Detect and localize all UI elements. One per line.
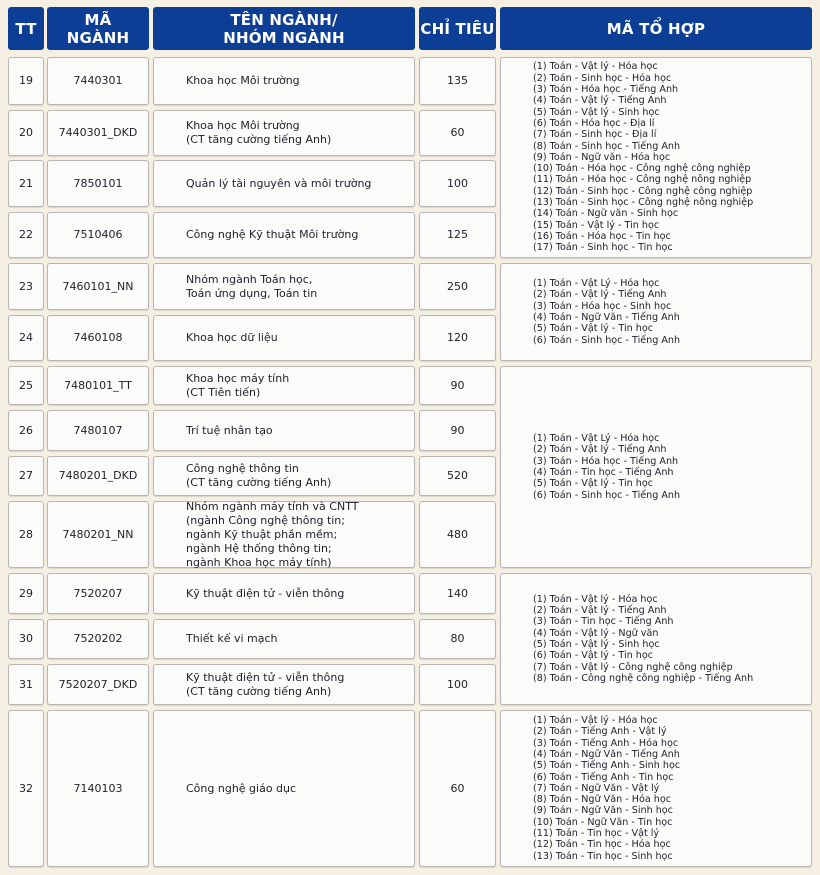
cell-ma-to-hop <box>500 366 812 568</box>
subject-combination: (8) Toán - Ngữ Văn - Hóa học <box>533 794 671 806</box>
row-number: 20 <box>19 126 33 139</box>
subject-combination: (3) Toán - Hóa học - Sinh học <box>533 300 672 312</box>
subject-combination: (7) Toán - Sinh học - Địa lí <box>533 129 657 141</box>
row-number: 27 <box>19 469 33 482</box>
subject-combination: (5) Toán - Vật lý - Sinh học <box>533 639 660 650</box>
major-name-line: (CT Tiên tiến) <box>186 385 261 399</box>
subject-combination: (11) Toán - Tin học - Vật lý <box>533 828 660 840</box>
subject-combination: (5) Toán - Vật lý - Tin học <box>533 323 654 335</box>
row-number: 24 <box>19 331 33 344</box>
major-name-line: Khoa học máy tính <box>186 371 290 385</box>
subject-combination: (3) Toán - Hóa học - Tiếng Anh <box>533 455 679 467</box>
subject-combination: (8) Toán - Sinh học - Tiếng Anh <box>533 140 681 152</box>
cell-ma-to-hop <box>500 710 812 867</box>
cell-tt <box>8 501 44 568</box>
cell-tt <box>8 664 44 705</box>
cell-chi-tieu <box>419 57 496 105</box>
major-name-line: Công nghệ thông tin <box>186 462 299 475</box>
subject-combination: (16) Toán - Hóa học - Tin học <box>533 230 671 242</box>
subject-combination: (1) Toán - Vật lý - Hóa học <box>533 593 658 605</box>
subject-combination: (2) Toán - Sinh học - Hóa học <box>533 72 672 84</box>
cell-chi-tieu <box>419 664 496 705</box>
cell-ten-nganh <box>153 456 415 496</box>
row-number: 21 <box>19 176 33 190</box>
subject-combination: (8) Toán - Công nghệ công nghiệp - Tiếng Anh <box>533 672 754 684</box>
major-name-line: Quản lý tài nguyên và môi trường <box>186 176 372 190</box>
cell-chi-tieu <box>419 315 496 361</box>
subject-combination: (4) Toán - Tin học - Tiếng Anh <box>533 467 674 478</box>
row-number: 25 <box>19 378 33 392</box>
cell-ten-nganh <box>153 212 415 258</box>
major-code: 7520207_DKD <box>58 677 138 691</box>
row-number: 32 <box>19 781 33 795</box>
major-name-line: Khoa học Môi trường <box>186 74 300 87</box>
major-name-line: Kỹ thuật điện tử - viễn thông <box>186 586 345 600</box>
row-number: 22 <box>19 228 33 241</box>
row-number: 30 <box>19 632 33 645</box>
quota-value: 100 <box>447 176 468 190</box>
cell-ma-nganh <box>47 366 149 405</box>
cell-ten-nganh <box>153 410 415 451</box>
cell-ten-nganh <box>153 315 415 361</box>
quota-value: 80 <box>450 632 465 645</box>
cell-ma-nganh <box>47 110 149 156</box>
header-ma-to-hop: MÃ TỔ HỢP <box>500 7 812 50</box>
subject-combination: (11) Toán - Hóa học - Công nghệ nông nghiệp <box>533 174 752 186</box>
row-number: 23 <box>19 279 33 293</box>
major-name-line: Khoa học Môi trường <box>186 119 300 132</box>
major-code: 7460101_NN <box>62 279 134 293</box>
quota-value: 520 <box>447 469 468 482</box>
cell-chi-tieu <box>419 410 496 451</box>
quota-value: 60 <box>450 781 465 795</box>
row-number: 26 <box>19 423 33 437</box>
major-code: 7480101_TT <box>64 378 132 392</box>
header-ma-nganh: MÃ NGÀNH <box>47 7 149 50</box>
subject-combination: (1) Toán - Vật Lý - Hóa học <box>533 278 660 290</box>
subject-combination: (2) Toán - Tiếng Anh - Vật lý <box>533 726 667 738</box>
major-name-line: Nhóm ngành Toán học, <box>186 272 313 286</box>
subject-combination: (7) Toán - Vật lý - Công nghệ công nghiệp <box>533 661 733 673</box>
subject-combination: (1) Toán - Vật lý - Hóa học <box>533 715 658 727</box>
subject-combination: (9) Toán - Ngữ văn - Hóa học <box>533 151 671 163</box>
subject-combination: (6) Toán - Vật lý - Tin học <box>533 650 654 662</box>
subject-combination: (6) Toán - Sinh học - Tiếng Anh <box>533 489 681 501</box>
major-name-line: Trí tuệ nhân tạo <box>186 423 273 437</box>
subject-combination: (2) Toán - Vật lý - Tiếng Anh <box>533 605 667 617</box>
cell-tt <box>8 110 44 156</box>
cell-tt <box>8 160 44 207</box>
subject-combination: (5) Toán - Tiếng Anh - Sinh học <box>533 760 681 772</box>
major-code: 7480201_DKD <box>58 469 138 482</box>
subject-combination: (10) Toán - Ngữ Văn - Tin học <box>533 816 673 828</box>
subject-combination: (4) Toán - Vật lý - Ngữ văn <box>533 627 659 639</box>
major-code: 7480201_NN <box>62 527 134 541</box>
cell-ten-nganh <box>153 160 415 207</box>
major-code: 7850101 <box>73 176 123 190</box>
cell-chi-tieu <box>419 160 496 207</box>
cell-ma-nganh <box>47 456 149 496</box>
row-number: 28 <box>19 527 33 541</box>
subject-combination: (7) Toán - Ngữ Văn - Vật lý <box>533 782 660 794</box>
quota-value: 90 <box>450 423 465 437</box>
cell-ma-nganh <box>47 410 149 451</box>
major-code: 7440301 <box>73 74 123 87</box>
cell-ma-to-hop <box>500 573 812 705</box>
major-name-line: Thiết kế vi mạch <box>186 632 278 645</box>
cell-ma-to-hop <box>500 57 812 258</box>
cell-chi-tieu <box>419 263 496 310</box>
quota-value: 100 <box>447 677 468 691</box>
subject-combination: (3) Toán - Tiếng Anh - Hóa học <box>533 737 679 749</box>
subject-combination: (5) Toán - Vật lý - Sinh học <box>533 106 660 118</box>
cell-ten-nganh <box>153 619 415 659</box>
cell-ma-nganh <box>47 501 149 568</box>
quota-value: 90 <box>450 378 465 392</box>
cell-chi-tieu <box>419 212 496 258</box>
cell-ma-nganh <box>47 160 149 207</box>
quota-value: 250 <box>447 279 468 293</box>
subject-combination: (3) Toán - Tin học - Tiếng Anh <box>533 616 674 628</box>
major-code: 7520207 <box>73 586 123 600</box>
major-name-line: (ngành Công nghệ thông tin; <box>186 513 345 527</box>
quota-value: 120 <box>447 331 468 344</box>
cell-ten-nganh <box>153 664 415 705</box>
quota-value: 125 <box>447 228 468 241</box>
cell-ma-nganh <box>47 619 149 659</box>
subject-combination: (1) Toán - Vật lý - Hóa học <box>533 61 658 73</box>
cell-ten-nganh <box>153 710 415 867</box>
cell-ten-nganh <box>153 501 415 568</box>
major-code: 7520202 <box>73 632 123 645</box>
cell-tt <box>8 263 44 310</box>
cell-chi-tieu <box>419 619 496 659</box>
cell-ten-nganh <box>153 366 415 405</box>
cell-ten-nganh <box>153 110 415 156</box>
cell-tt <box>8 619 44 659</box>
quota-value: 60 <box>450 126 465 139</box>
cell-ma-to-hop <box>500 263 812 361</box>
major-name-line: (CT tăng cường tiếng Anh) <box>186 684 332 698</box>
cell-ma-nganh <box>47 212 149 258</box>
row-number: 29 <box>19 586 33 600</box>
cell-chi-tieu <box>419 710 496 867</box>
cell-chi-tieu <box>419 366 496 405</box>
cell-ma-nganh <box>47 664 149 705</box>
subject-combination: (14) Toán - Ngữ văn - Sinh học <box>533 208 679 220</box>
cell-tt <box>8 315 44 361</box>
cell-tt <box>8 573 44 614</box>
major-name-line: (CT tăng cường tiếng Anh) <box>186 133 332 146</box>
major-name-line: Nhóm ngành máy tính và CNTT <box>186 499 359 513</box>
subject-combination: (15) Toán - Vật lý - Tin học <box>533 219 660 231</box>
cell-chi-tieu <box>419 110 496 156</box>
subject-combination: (13) Toán - Tin học - Sinh học <box>533 850 673 862</box>
subject-combination: (3) Toán - Hóa học - Tiếng Anh <box>533 84 679 96</box>
subject-combination: (10) Toán - Hóa học - Công nghệ công nghiệp <box>533 163 751 175</box>
major-name-line: Toán ứng dụng, Toán tin <box>186 286 318 300</box>
major-name-line: (CT tăng cường tiếng Anh) <box>186 476 332 489</box>
major-name-line: ngành Khoa học máy tính) <box>186 555 332 569</box>
subject-combination: (13) Toán - Sinh học - Công nghệ nông nghiệp <box>533 197 754 209</box>
row-number: 31 <box>19 677 33 691</box>
major-name-line: Khoa học dữ liệu <box>186 331 278 344</box>
quota-value: 135 <box>447 74 468 87</box>
cell-ma-nganh <box>47 315 149 361</box>
major-name-line: ngành Hệ thống thông tin; <box>186 541 332 555</box>
major-name-line: ngành Kỹ thuật phần mềm; <box>186 527 338 541</box>
subject-combination: (4) Toán - Ngữ Văn - Tiếng Anh <box>533 312 680 323</box>
cell-ma-nganh <box>47 573 149 614</box>
cell-ten-nganh <box>153 263 415 310</box>
subject-combination: (1) Toán - Vật Lý - Hóa học <box>533 433 660 445</box>
cell-ten-nganh <box>153 573 415 614</box>
subject-combination: (12) Toán - Tin học - Hóa học <box>533 839 671 851</box>
cell-tt <box>8 410 44 451</box>
major-code: 7480107 <box>73 423 123 437</box>
header-tt: TT <box>8 7 44 50</box>
subject-combination: (17) Toán - Sinh học - Tin học <box>533 242 673 254</box>
major-code: 7440301_DKD <box>58 126 138 139</box>
subject-combination: (5) Toán - Vật lý - Tin học <box>533 478 654 490</box>
cell-tt <box>8 57 44 105</box>
cell-chi-tieu <box>419 501 496 568</box>
quota-value: 480 <box>447 527 468 541</box>
cell-tt <box>8 456 44 496</box>
quota-value: 140 <box>447 586 468 600</box>
header-ten-nganh: TÊN NGÀNH/ NHÓM NGÀNH <box>153 7 415 50</box>
cell-ten-nganh <box>153 57 415 105</box>
cell-chi-tieu <box>419 573 496 614</box>
major-name-line: Công nghệ Kỹ thuật Môi trường <box>186 228 359 241</box>
major-name-line: Kỹ thuật điện tử - viễn thông <box>186 670 345 684</box>
major-code: 7140103 <box>73 781 123 795</box>
subject-combination: (4) Toán - Ngữ Văn - Tiếng Anh <box>533 748 680 760</box>
row-number: 19 <box>19 74 33 87</box>
subject-combination: (2) Toán - Vật lý - Tiếng Anh <box>533 289 667 301</box>
subject-combination: (2) Toán - Vật lý - Tiếng Anh <box>533 444 667 456</box>
major-code: 7460108 <box>73 331 123 344</box>
cell-chi-tieu <box>419 456 496 496</box>
cell-ma-nganh <box>47 710 149 867</box>
cell-tt <box>8 212 44 258</box>
cell-tt <box>8 710 44 867</box>
subject-combination: (6) Toán - Hóa học - Địa lí <box>533 117 655 129</box>
subject-combination: (12) Toán - Sinh học - Công nghệ công nghiệp <box>533 185 753 197</box>
cell-tt <box>8 366 44 405</box>
cell-ma-nganh <box>47 263 149 310</box>
subject-combination: (9) Toán - Ngữ Văn - Sinh học <box>533 805 673 817</box>
cell-ma-nganh <box>47 57 149 105</box>
subject-combination: (4) Toán - Vật lý - Tiếng Anh <box>533 95 667 107</box>
major-name-line: Công nghệ giáo dục <box>186 781 297 795</box>
major-code: 7510406 <box>73 228 123 241</box>
subject-combination: (6) Toán - Sinh học - Tiếng Anh <box>533 334 681 346</box>
subject-combination: (6) Toán - Tiếng Anh - Tin học <box>533 771 674 783</box>
header-chi-tieu: CHỈ TIÊU <box>419 7 496 50</box>
